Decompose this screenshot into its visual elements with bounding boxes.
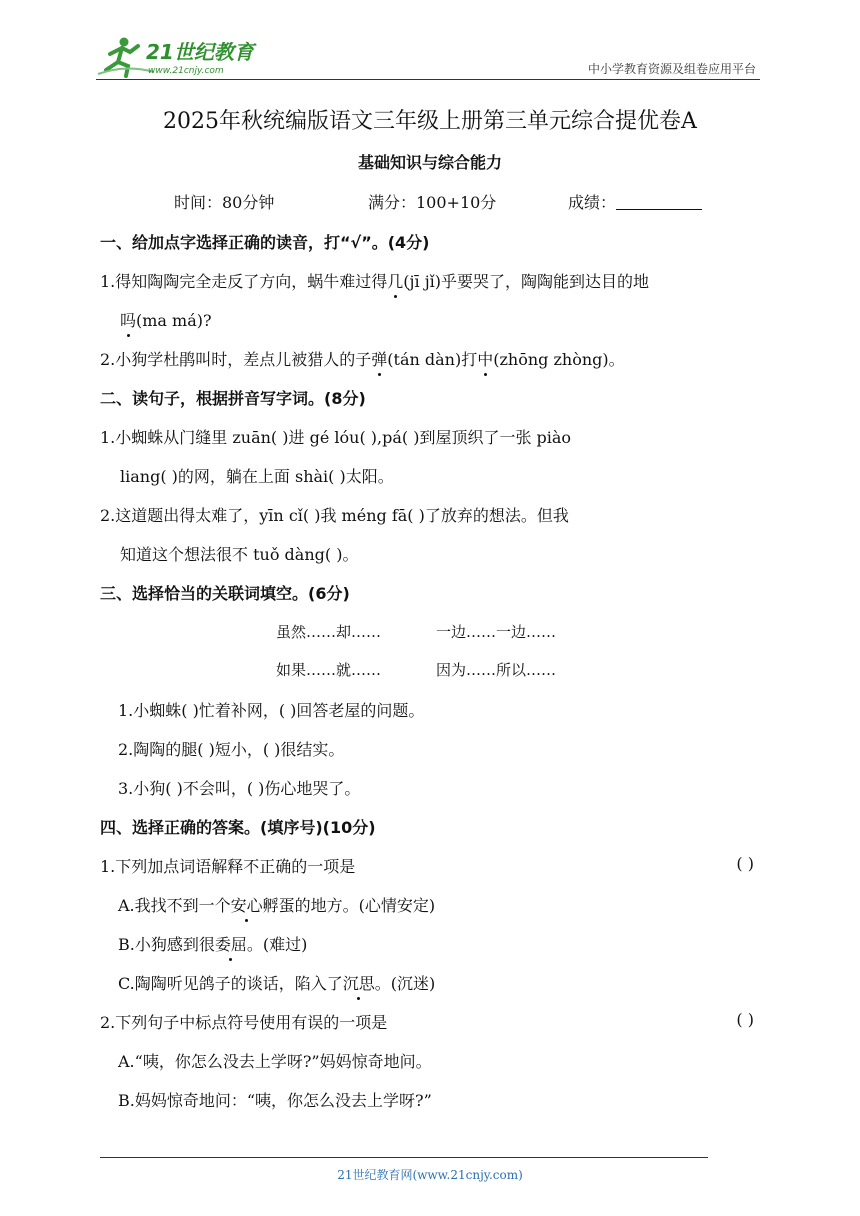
- emphasis-char: 吗: [120, 308, 136, 331]
- score-blank: [616, 195, 702, 210]
- page-title: 2025年秋统编版语文三年级上册第三单元综合提优卷A: [163, 109, 697, 134]
- section-4-q2-stem: 2.下列句子中标点符号使用有误的一项是: [100, 1013, 388, 1032]
- section-2-q1-line2: liang( )的网，躺在上面 shài( )太阳。: [120, 467, 394, 486]
- footer-link[interactable]: 21世纪教育网(www.21cnjy.com): [337, 1168, 523, 1182]
- section-1-q1-line1: 1.得知陶陶完全走反了方向，蜗牛难过得几(jī jǐ)乎要哭了，陶陶能到达目的地: [100, 269, 649, 292]
- exam-score-field: [568, 190, 702, 213]
- section-3-item: 3.小狗( )不会叫，( )伤心地哭了。: [118, 779, 361, 798]
- conjunction-choice: 虽然……却……: [276, 623, 382, 641]
- section-4-q2-option-a: A.“咦，你怎么没去上学呀?”妈妈惊奇地问。: [118, 1052, 432, 1071]
- section-2-heading: 二、读句子，根据拼音写字词。(8分): [100, 389, 366, 408]
- answer-paren: ( ): [736, 854, 754, 873]
- logo-url: www.21cnjy.com: [148, 66, 224, 76]
- conjunction-choice: 一边……一边……: [436, 623, 557, 641]
- section-4-q1-option-a: A.我找不到一个安心孵蛋的地方。(心情安定): [118, 893, 435, 916]
- section-4-q1-option-b: B.小狗感到很委屈。(难过): [118, 932, 307, 955]
- site-logo: [96, 34, 266, 80]
- section-1-q1-line2: 吗(ma má)?: [120, 308, 212, 331]
- section-1-heading: 一、给加点字选择正确的读音，打“√”。(4分): [100, 233, 430, 252]
- emphasis-word: 沉思: [343, 971, 375, 994]
- section-4-q1-stem: 1.下列加点词语解释不正确的一项是: [100, 857, 356, 876]
- emphasis-word: 委屈: [215, 932, 247, 955]
- emphasis-char: 几: [387, 269, 403, 292]
- conjunction-choice: 因为……所以……: [436, 661, 557, 679]
- section-4-heading: 四、选择正确的答案。(填序号)(10分): [100, 818, 376, 837]
- header-platform-text: 中小学教育资源及组卷应用平台: [587, 62, 756, 76]
- exam-full-score: 满分：100+10分: [368, 193, 497, 212]
- section-2-q2-line1: 2.这道题出得太难了，yīn cǐ( )我 méng fā( )了放弃的想法。但我: [100, 506, 569, 525]
- section-3-item: 2.陶陶的腿( )短小，( )很结实。: [118, 740, 345, 759]
- section-2-q1-line1: 1.小蜘蛛从门缝里 zuān( )进 gé lóu( ),pá( )到屋顶织了一张 piào: [100, 428, 572, 447]
- logo-text: 21世纪教育: [146, 40, 254, 64]
- emphasis-char: 弹: [371, 347, 387, 370]
- section-3-heading: 三、选择恰当的关联词填空。(6分): [100, 584, 350, 603]
- footer-divider: [100, 1157, 708, 1158]
- answer-paren: ( ): [736, 1010, 754, 1029]
- emphasis-word: 安心: [231, 893, 263, 916]
- score-label: 成绩：: [568, 193, 617, 212]
- section-4-q2-option-b: B.妈妈惊奇地问：“咦，你怎么没去上学呀?”: [118, 1091, 432, 1110]
- section-4-q1-option-c: C.陶陶听见鸽子的谈话，陷入了沉思。(沉迷): [118, 971, 435, 994]
- section-1-q2: 2.小狗学杜鹃叫时，差点儿被猎人的子弹(tán dàn)打中(zhōng zhòng)。: [100, 347, 625, 370]
- conjunction-choice: 如果……就……: [276, 661, 382, 679]
- page-subtitle: 基础知识与综合能力: [357, 153, 502, 172]
- section-2-q2-line2: 知道这个想法很不 tuǒ dàng( )。: [120, 545, 359, 564]
- emphasis-char: 中: [477, 347, 493, 370]
- section-3-item: 1.小蜘蛛( )忙着补网，( )回答老屋的问题。: [118, 701, 425, 720]
- exam-time: 时间：80分钟: [174, 193, 275, 212]
- header-divider: [96, 79, 760, 80]
